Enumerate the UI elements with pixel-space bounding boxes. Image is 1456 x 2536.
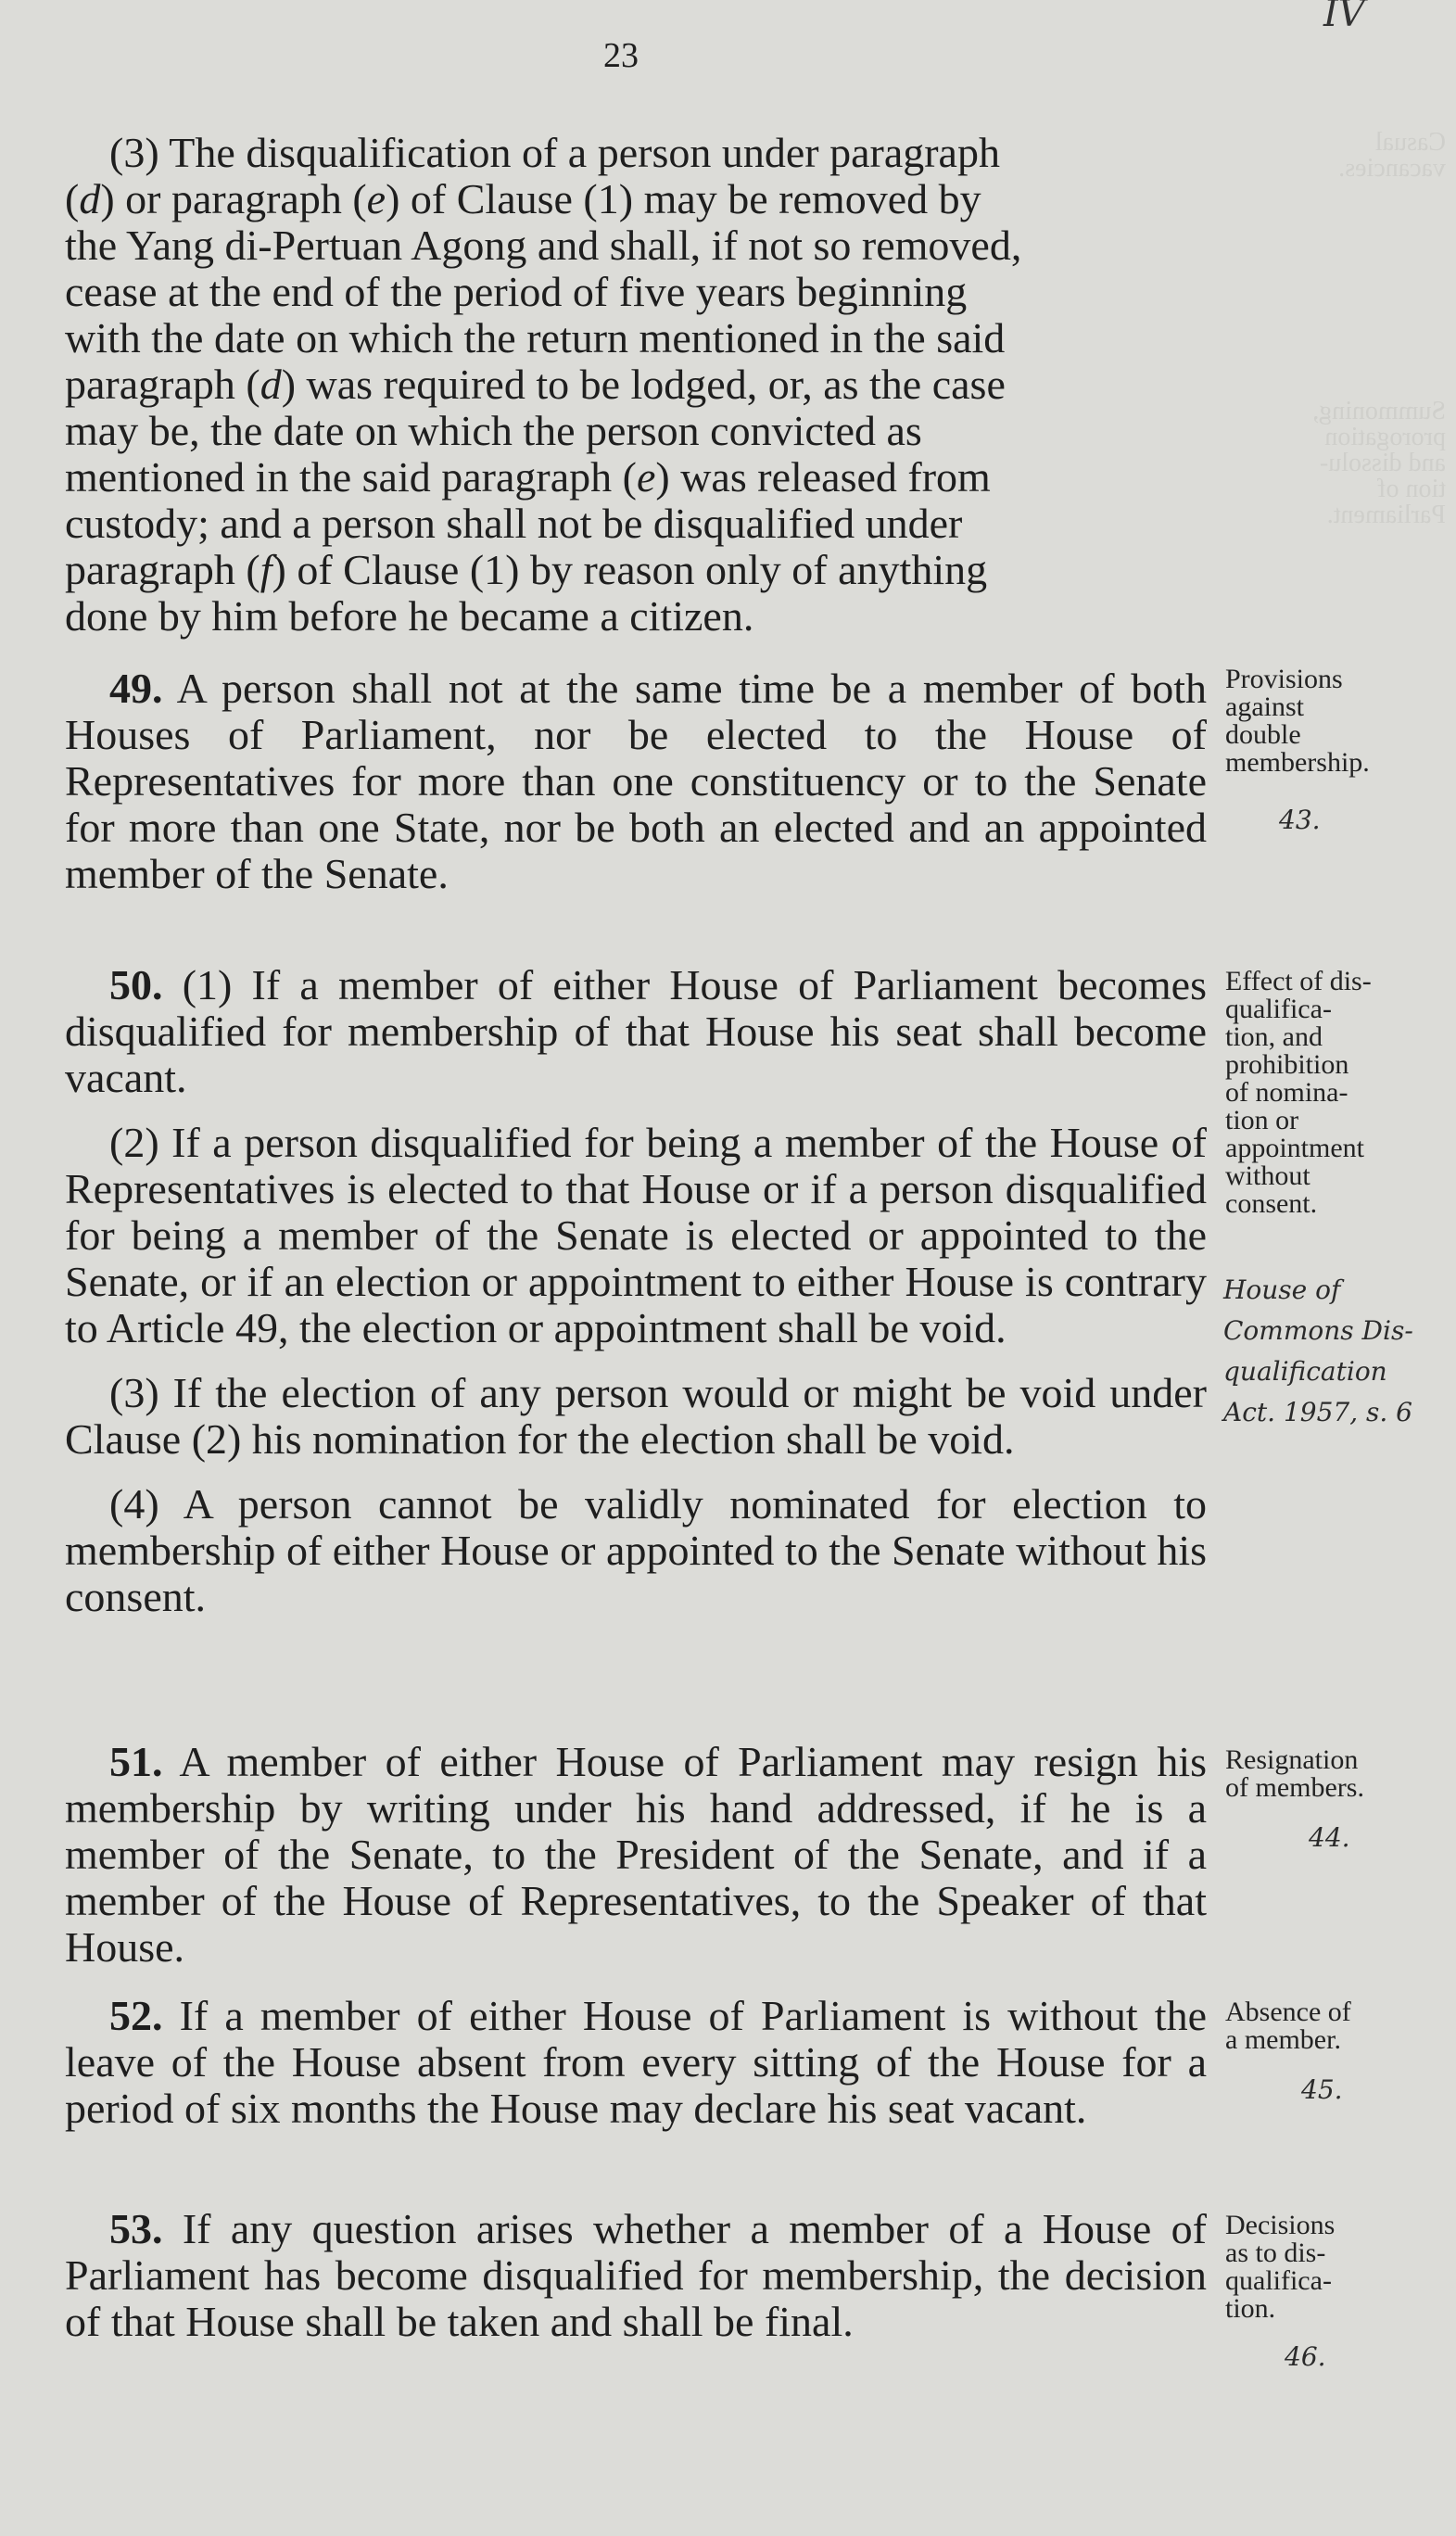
- article-number: 53.: [109, 2205, 163, 2252]
- margin-note-51: Resignation of members.: [1225, 1744, 1364, 1803]
- margin-note-53: Decisions as to dis- qualifica- tion.: [1225, 2210, 1336, 2324]
- clause-44-3: (3) The disqualification of a person under paragraph (d) or paragraph (e) of Clause (1) may be removed by the Yang di-Pertuan Agong and shall, if not so removed, cease at the end of the period of five years beginning with the date on which the return mentioned in the said paragraph (d) was required to be lodged, or, as the case may be, the date on which the person convicted as mentioned in the said paragraph (e) was released from custody; and a person shall not be disqualified under paragraph (f) of Clause (1) by reason only of anything done by him before he became a citizen.: [65, 129, 1022, 640]
- article-49: 49. A person shall not at the same time be a member of both Houses of Parliament, nor be elected to the House of Representatives for more than one constituency or to the Senate for more than one State, nor be both an elected and an appointed member of the Senate.: [65, 665, 1207, 897]
- corner-mark: IV: [1323, 0, 1365, 35]
- article-53: 53. If any question arises whether a member of a House of Parliament has become disqualified for membership, the decision of that House shall be taken and shall be final.: [65, 2205, 1207, 2345]
- handwritten-citation-50: House of Commons Dis- qualification Act. 1957, s. 6: [1223, 1274, 1413, 1427]
- article-51: 51. A member of either House of Parliament may resign his membership by writing under his hand addressed, if he is a member of the Senate, to the President of the Senate, and if a member of the House of Representatives, to the Speaker of that House.: [65, 1738, 1207, 1971]
- article-50: 50. (1) If a member of either House of Parliament becomes disqualified for membership of that House his seat shall become vacant. (2) If a person disqualified for being a member of the House of Representatives is elected to that House or if a person disqualified for being a member of the Senate is elected or appointed to the Senate, or if an election or appointment to either House is contrary to Article 49, the election or appointment shall be void. (3) If the election of any person would or might be void under Clause (2) his nomination for the election shall be void. (4) A person cannot be validly nominated for election to membership of either House or appointed to the Senate without his consent.: [65, 961, 1208, 1620]
- article-number: 49.: [109, 665, 163, 712]
- article-number: 51.: [109, 1738, 163, 1785]
- handwritten-ref-53: 46.: [1285, 2341, 1326, 2372]
- article-number: 52.: [109, 1992, 163, 2039]
- bleed-through-note-1: Casual vacancies.: [1338, 128, 1446, 183]
- handwritten-ref-51: 44.: [1309, 1822, 1350, 1853]
- margin-note-49: Provisions against double membership.: [1225, 664, 1370, 778]
- article-number: 50.: [109, 961, 163, 1008]
- bleed-through-note-2: Summoning, prorogation and dissolu- tion of Parliament.: [1312, 397, 1446, 529]
- handwritten-ref-52: 45.: [1301, 2074, 1343, 2105]
- margin-note-50: Effect of dis- qualifica- tion, and prohibition of nomina- tion or appointment without consent.: [1225, 966, 1372, 1219]
- article-52: 52. If a member of either House of Parliament is without the leave of the House absent from every sitting of the House for a period of six months the House may declare his seat vacant.: [65, 1992, 1207, 2132]
- page-number: 23: [603, 36, 639, 75]
- handwritten-ref-49: 43.: [1279, 805, 1321, 835]
- margin-note-52: Absence of a member.: [1225, 1997, 1351, 2055]
